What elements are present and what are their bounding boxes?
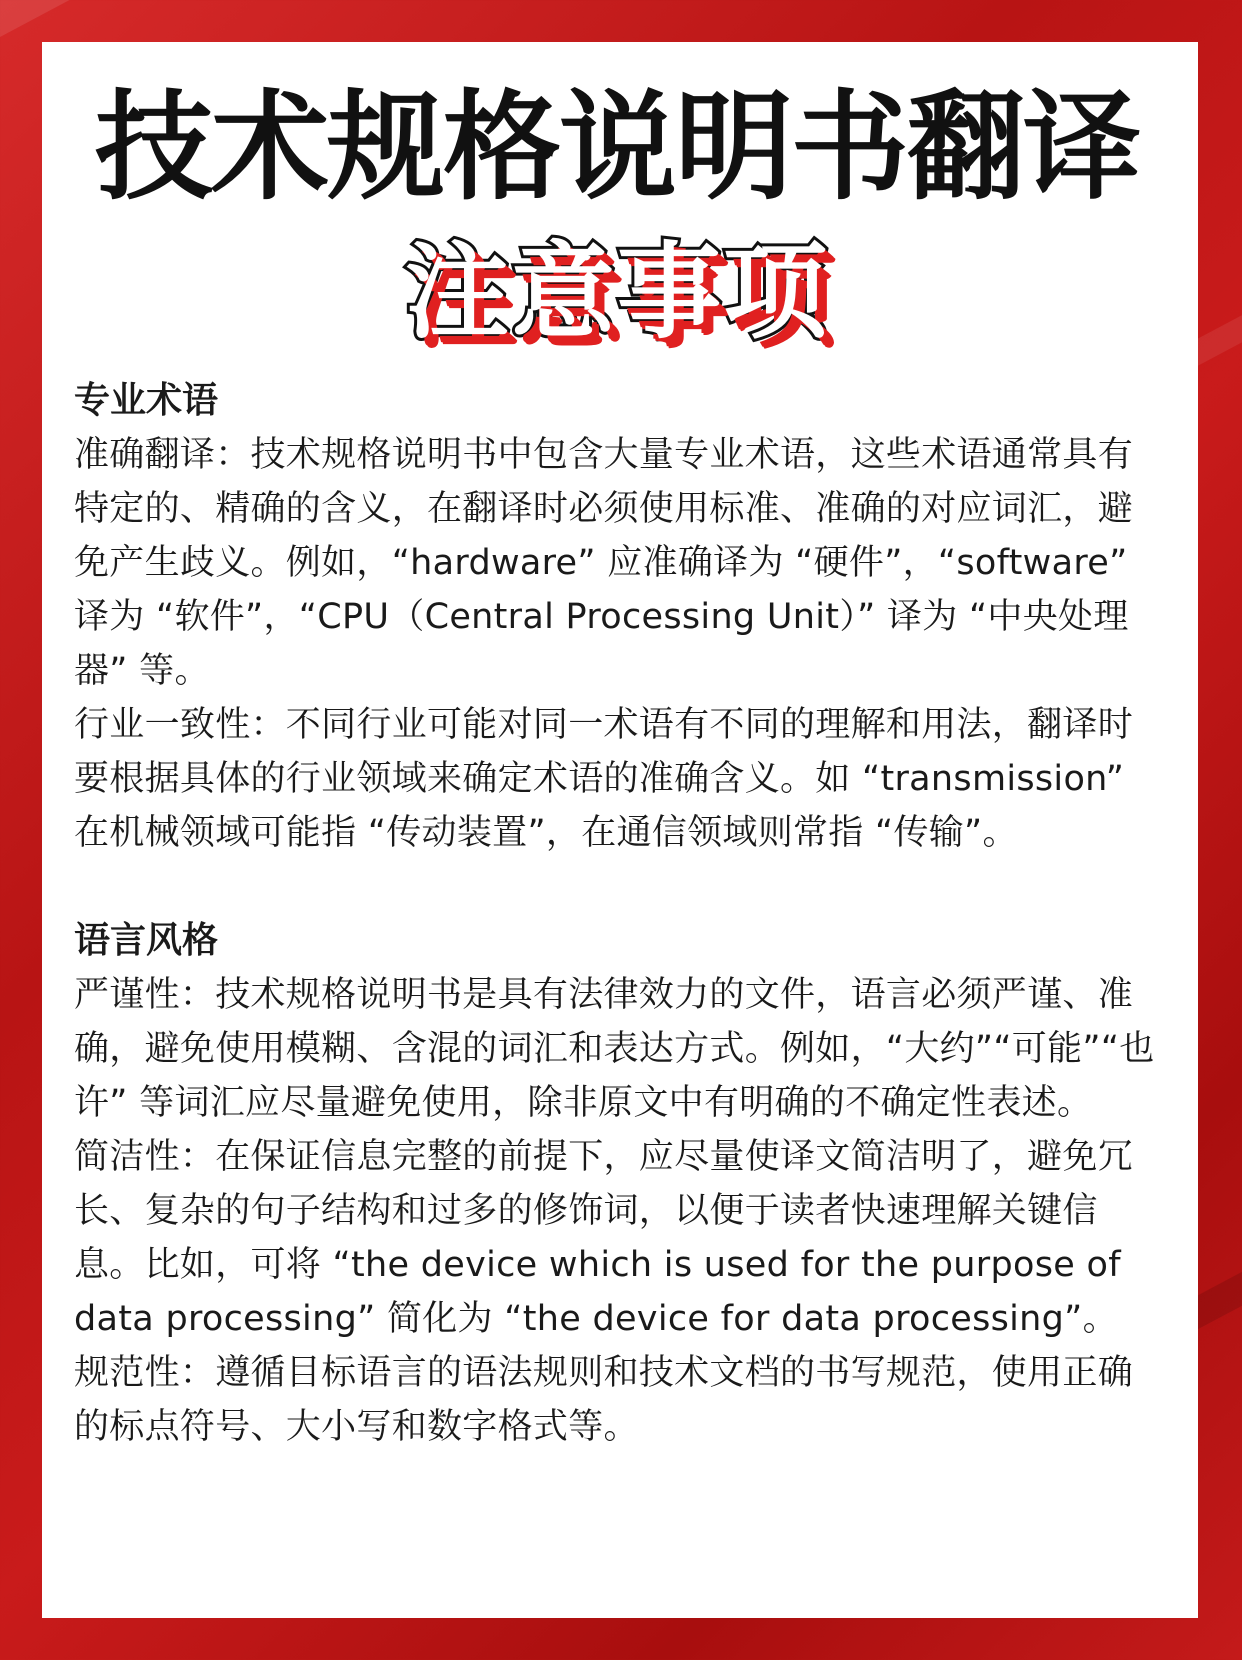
content-card <box>42 42 1198 1618</box>
section-language-style <box>74 914 1160 1454</box>
section-heading: 语言风格 <box>74 920 219 961</box>
article-body <box>74 374 1160 1454</box>
section-spacer <box>74 860 1160 914</box>
paragraph-standardization: 规范性：遵循目标语言的语法规则和技术文档的书写规范，使用正确的标点符号、大小写和数字格式等。 <box>74 1353 1134 1447</box>
section-terminology <box>74 374 1160 860</box>
paragraph-accurate-translation: 准确翻译：技术规格说明书中包含大量专业术语，这些术语通常具有特定的、精确的含义，在翻译时必须使用标准、准确的对应词汇，避免产生歧义。例如，“hardware” 应准确译为 “硬件”，“software” 译为 “软件”，“CPU（Central Processing Unit）” 译为 “中央处理器” 等。 <box>74 435 1134 691</box>
section-heading: 专业术语 <box>74 380 219 421</box>
paragraph-rigor: 严谨性：技术规格说明书是具有法律效力的文件，语言必须严谨、准确，避免使用模糊、含混的词汇和表达方式。例如，“大约”“可能”“也许” 等词汇应尽量避免使用，除非原文中有明确的不确定性表述。 <box>74 975 1155 1123</box>
paragraph-conciseness: 简洁性：在保证信息完整的前提下，应尽量使译文简洁明了，避免冗长、复杂的句子结构和过多的修饰词，以便于读者快速理解关键信息。比如，可将 “the device which is used for the purpose of data processing” 简化为 “the device for data processing”。 <box>74 1137 1134 1339</box>
page-subtitle: 注意事项 <box>404 231 829 353</box>
page-title: 技术规格说明书翻译 <box>94 78 1139 216</box>
paragraph-industry-consistency: 行业一致性：不同行业可能对同一术语有不同的理解和用法，翻译时要根据具体的行业领域来确定术语的准确含义。如 “transmission” 在机械领域可能指 “传动装置”，在通信领域则常指 “传输”。 <box>74 705 1134 853</box>
